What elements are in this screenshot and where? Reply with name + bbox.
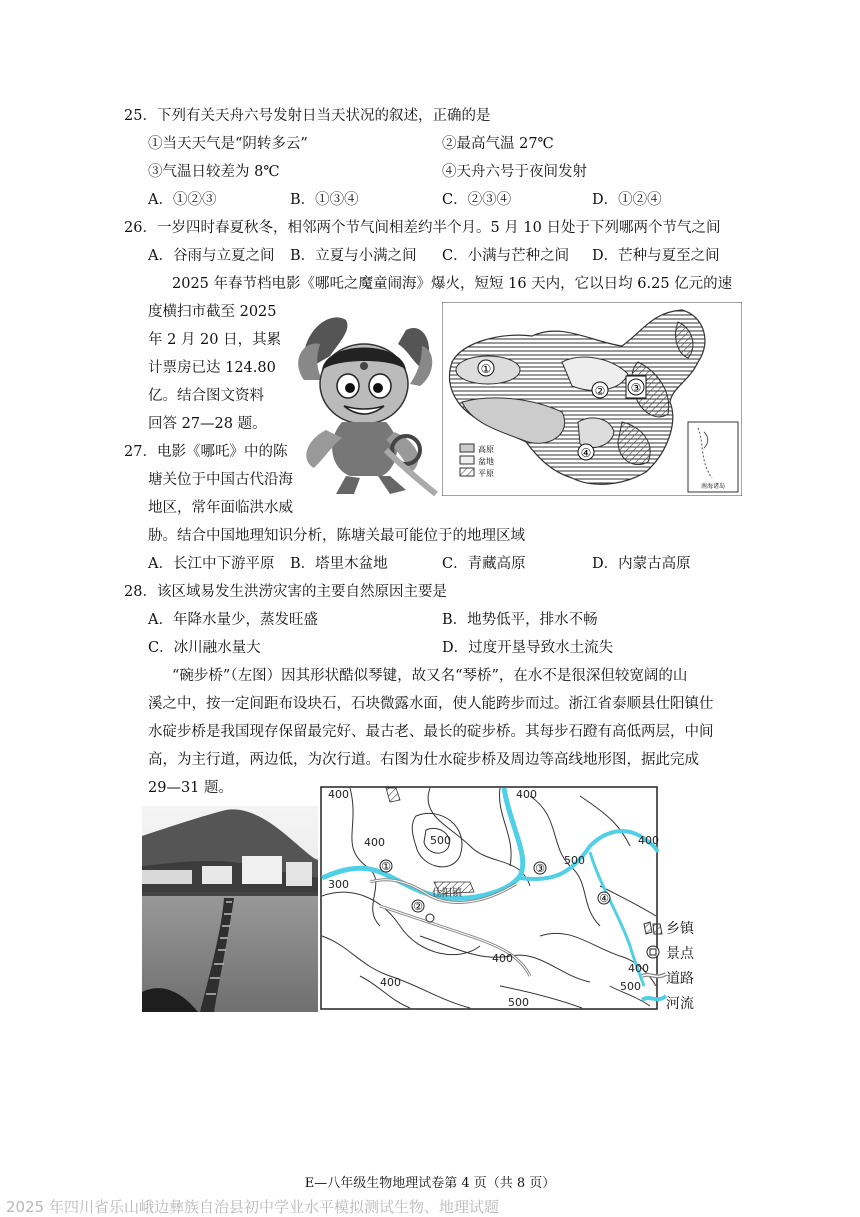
legend-town: 乡镇 [666,921,694,937]
intro27-line-1: 2025 年春节档电影《哪吒之魔童闹海》爆火，短短 16 天内，它以日均 6.25 亿元的速 [172,276,733,292]
q27-option-a: A．长江中下游平原 [148,556,275,572]
contour-legend-symbols [640,918,668,1014]
elev-label: 400 [492,952,513,965]
q26-option-c: C．小满与芒种之间 [442,248,570,264]
map-label-1: ① [480,362,492,376]
point-3: ③ [535,862,545,875]
contour-terrain-map [320,786,660,1012]
q27-line-3: 地区，常年面临洪水威 [148,500,293,516]
map-label-3: ③ [630,381,642,395]
elev-label: 400 [328,788,349,801]
map-label-4: ④ [580,446,592,460]
legend-road: 道路 [666,971,694,987]
point-2: ② [413,900,423,913]
scenic-spot-marker [426,914,434,922]
q27-line-2: 塘关位于中国古代沿海 [148,472,293,488]
town-symbol-icon [644,922,662,934]
elev-label: 400 [628,962,649,975]
legend-scenic-spot: 景点 [666,946,694,962]
q27-option-c: C．青藏高原 [442,556,526,572]
map-label-2: ② [594,384,606,398]
q25-statement-1: ①当天天气是“阴转多云” [148,136,308,152]
elev-label: 500 [564,854,585,867]
watermark: 2025 年四川省乐山峨边彝族自治县初中学业水平模拟测试生物、地理试题 [6,1198,499,1216]
q25-option-d: D．①②④ [592,192,662,208]
q28-option-a: A．年降水量少，蒸发旺盛 [148,612,318,628]
legend-basin: 盆地 [478,457,494,466]
q25-statement-4: ④天舟六号于夜间发射 [442,164,587,180]
elev-label: 500 [430,834,451,847]
q27-line-1: 27．电影《哪吒》中的陈 [124,444,288,460]
q25-option-b: B．①③④ [290,192,359,208]
q28-option-d: D．过度开垦导致水土流失 [442,640,614,656]
intro27-line-2: 度横扫市截至 2025 [148,304,277,320]
scenic-spot-icon [647,946,659,958]
elev-label: 500 [620,980,641,993]
q28-option-b: B．地势低平，排水不畅 [442,612,598,628]
intro27-line-4: 计票房已达 124.80 [148,360,276,376]
q28-stem: 28．该区域易发生洪涝灾害的主要自然原因主要是 [124,584,447,600]
elev-label: 400 [638,834,659,847]
page-footer: E—八年级生物地理试卷第 4 页（共 8 页） [304,1176,556,1191]
q26-stem: 26．一岁四时春夏秋冬，相邻两个节气间相差约半个月。5 月 10 日处于下列哪两个节气之间 [124,220,721,236]
q26-option-b: B．立夏与小满之间 [290,248,417,264]
elev-label: 300 [328,878,349,891]
intro27-line-6: 回答 27—28 题。 [148,416,267,432]
q28-option-c: C．冰川融水量大 [148,640,261,656]
legend-river: 河流 [666,996,694,1012]
intro29-line-5: 29—31 题。 [148,780,234,796]
q27-option-b: B．塔里木盆地 [290,556,388,572]
q25-stem: 25．下列有关天舟六号发射日当天状况的叙述，正确的是 [124,108,491,124]
point-4: ④ [599,892,609,905]
q25-option-a: A．①②③ [148,192,217,208]
elev-label: 400 [516,788,537,801]
intro29-line-4: 高，为主行道，两边低，为次行道。右图为仕水碇步桥及周边等高线地形图，据此完成 [148,752,699,768]
intro29-line-2: 溪之中，按一定间距布设块石，石块微露水面，使人能跨步而过。浙江省泰顺县仕阳镇仕 [148,696,714,712]
intro27-line-5: 亿。结合图文资料 [148,388,264,404]
road-symbol-icon [642,974,666,976]
q26-option-d: D．芒种与夏至之间 [592,248,720,264]
legend-plain: 平原 [478,469,494,478]
elev-label: 400 [380,976,401,989]
inset-label: 南海诸岛 [700,483,726,490]
q25-statement-3: ③气温日较差为 8℃ [148,164,280,180]
legend-plateau: 高原 [478,445,494,454]
river-symbol-icon [642,996,666,1000]
point-1: ① [381,860,391,873]
elev-label: 500 [508,996,529,1009]
stepping-stone-bridge-photo [142,806,318,1012]
q25-statement-2: ②最高气温 27℃ [442,136,554,152]
town-label: 仕阳镇 [432,888,462,899]
china-terrain-map [442,302,742,496]
q27-line-4: 胁。结合中国地理知识分析，陈塘关最可能位于的地理区域 [148,528,525,544]
q26-option-a: A．谷雨与立夏之间 [148,248,275,264]
nezha-illustration [286,300,440,496]
elev-label: 400 [364,836,385,849]
intro27-line-3: 年 2 月 20 日，其累 [148,332,282,348]
q25-option-c: C．②③④ [442,192,512,208]
q27-option-d: D．内蒙古高原 [592,556,691,572]
intro29-line-3: 水碇步桥是我国现存保留最完好、最古老、最长的碇步桥。其每步石蹬有高低两层，中间 [148,724,714,740]
intro29-line-1: “碗步桥”（左图）因其形状酷似琴键，故又名“琴桥”，在水不是很深但较宽阔的山 [172,668,688,684]
